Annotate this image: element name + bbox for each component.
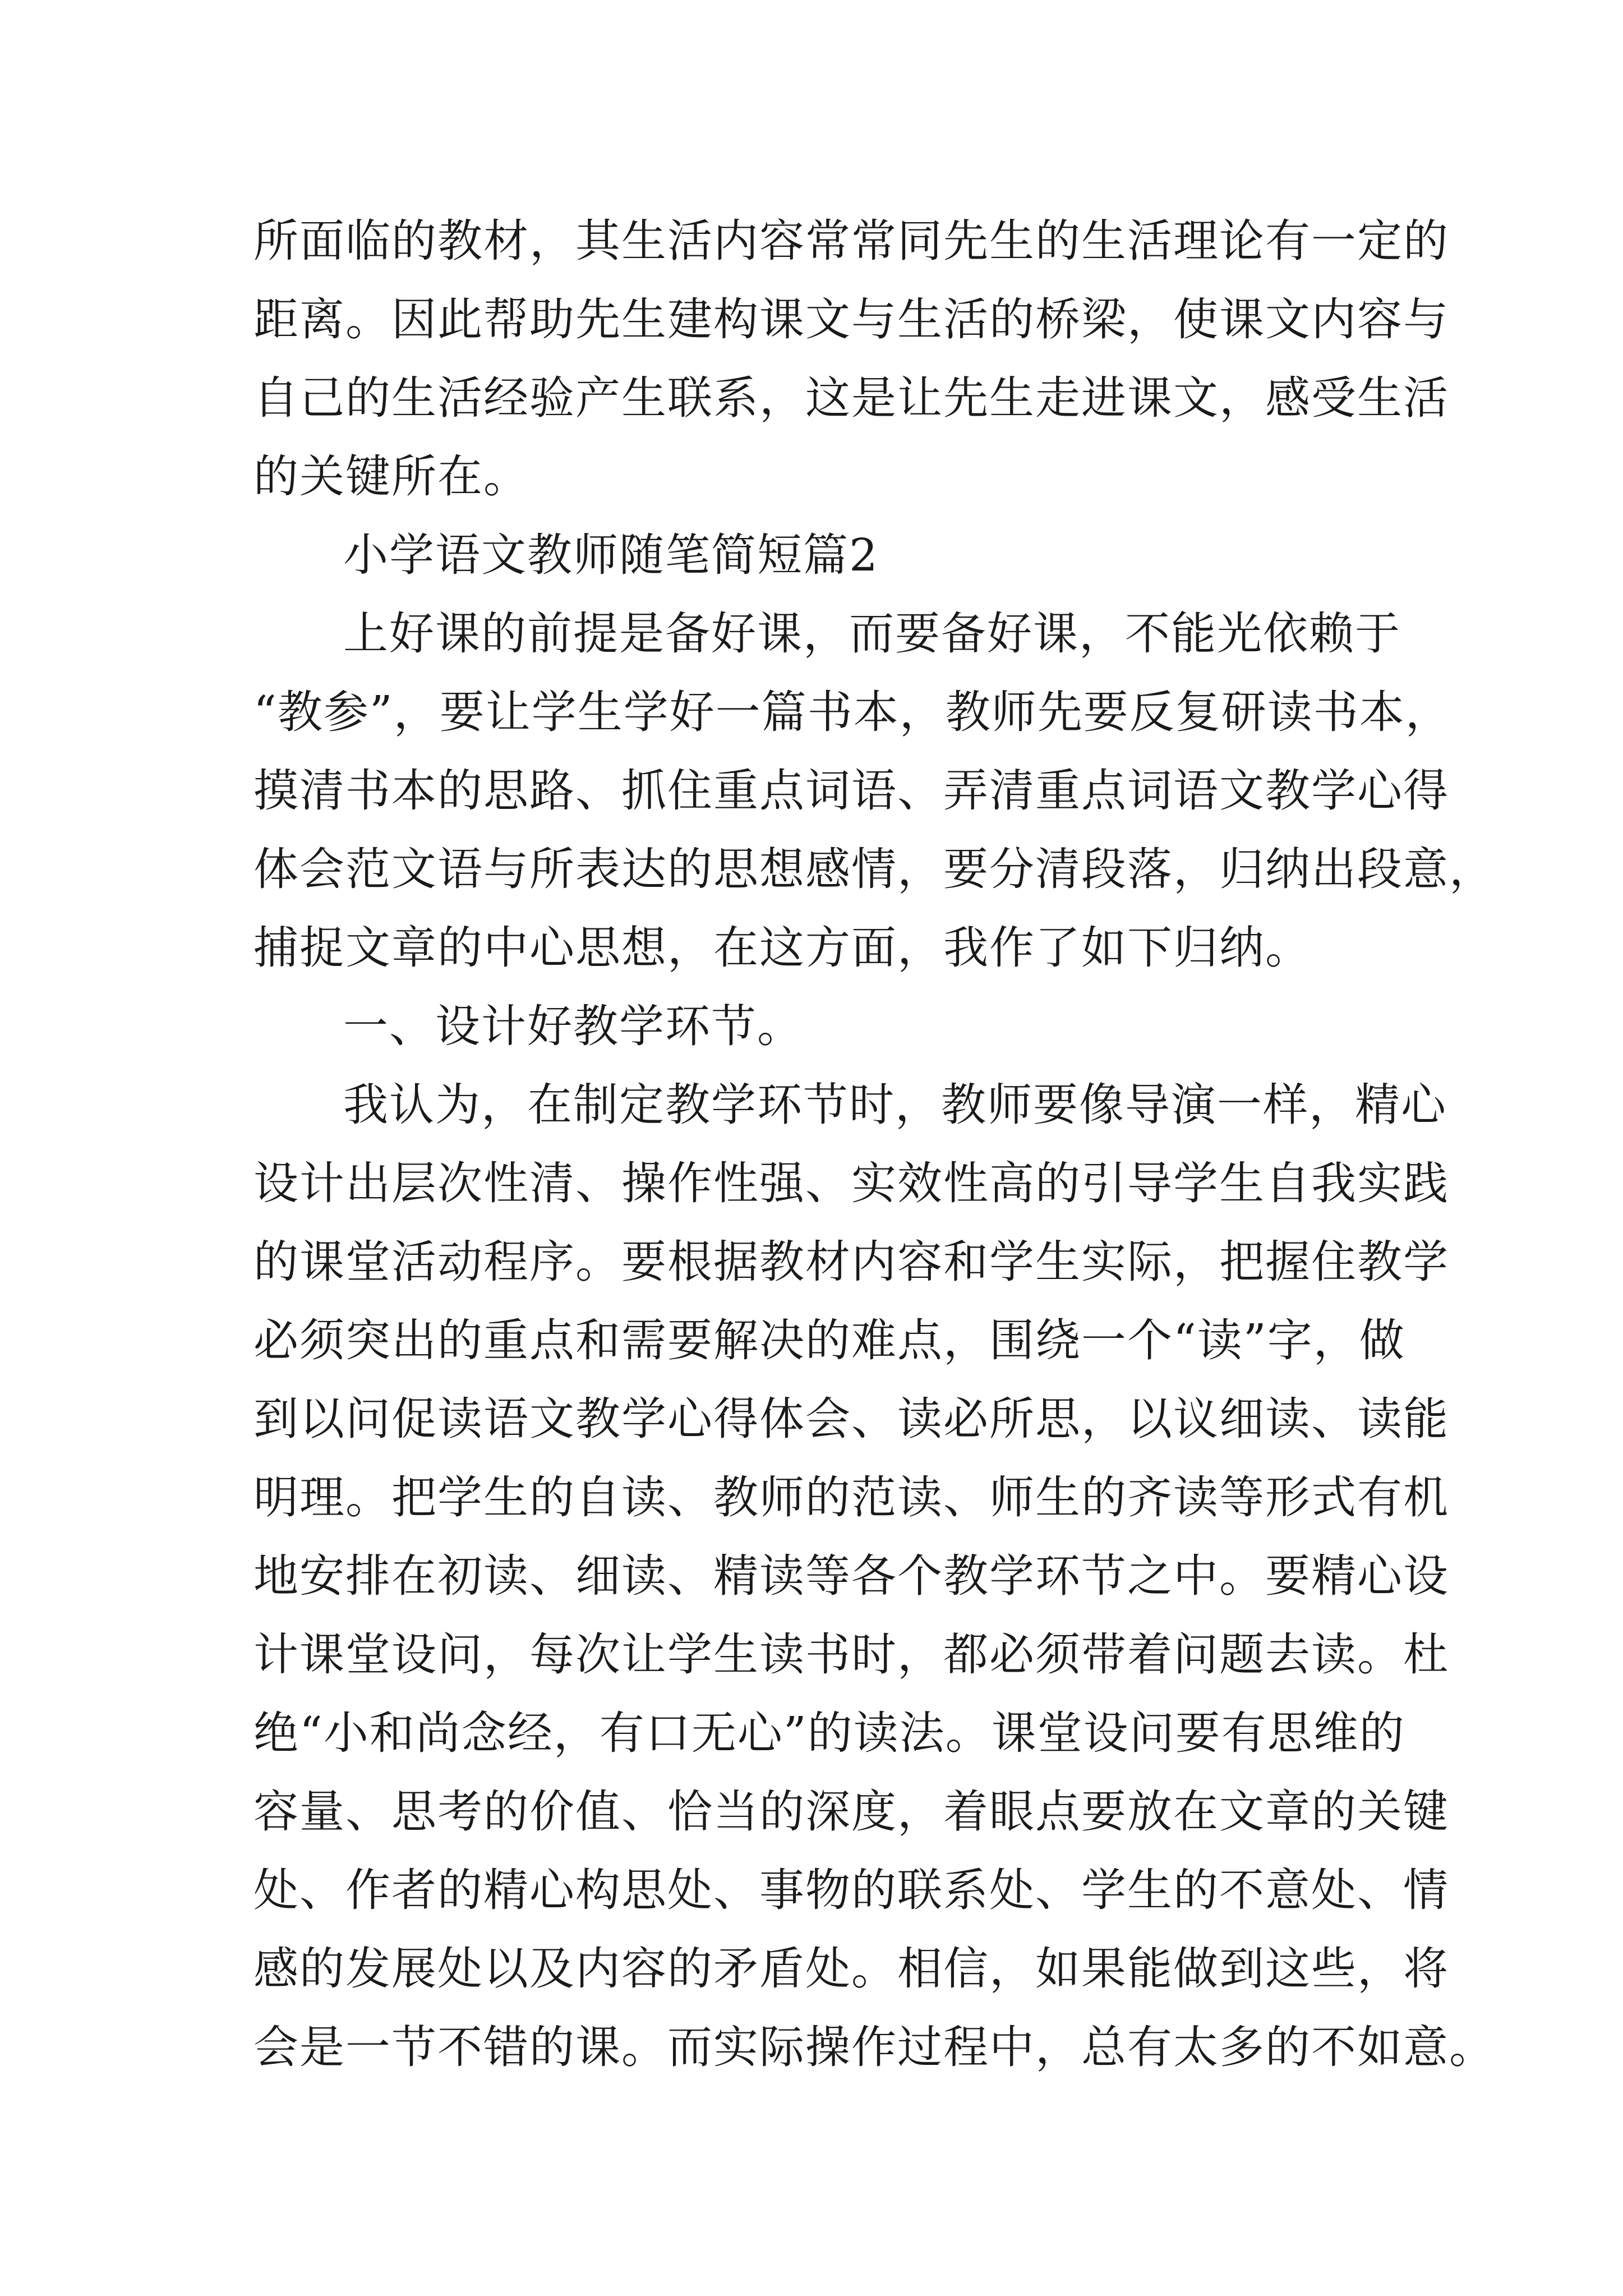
- text-line: 上好课的前提是备好课，而要备好课，不能光依赖于: [343, 608, 1401, 660]
- text-line: 会是一节不错的课。而实际操作过程中，总有太多的不如意。: [253, 2021, 1495, 2073]
- text-line: 距离。因此帮助先生建构课文与生活的桥梁，使课文内容与: [253, 293, 1449, 346]
- text-line: 感的发展处以及内容的矛盾处。相信，如果能做到这些，将: [253, 1943, 1449, 1995]
- text-line: 体会范文语与所表达的思想感情，要分清段落，归纳出段意，: [253, 843, 1495, 895]
- text-line: 容量、思考的价值、恰当的深度，着眼点要放在文章的关键: [253, 1786, 1449, 1838]
- text-line: 自己的生活经验产生联系，这是让先生走进课文，感受生活: [253, 372, 1449, 424]
- text-line: 我认为，在制定教学环节时，教师要像导演一样，精心: [343, 1079, 1447, 1131]
- text-line: 设计出层次性清、操作性强、实效性高的引导学生自我实践: [253, 1157, 1449, 1209]
- section-heading: 小学语文教师随笔简短篇2: [343, 529, 879, 581]
- text-line: 捕捉文章的中心思想，在这方面，我作了如下归纳。: [253, 922, 1311, 974]
- text-line: 必须突出的重点和需要解决的难点，围绕一个“读”字，做: [253, 1314, 1405, 1366]
- text-line: 摸清书本的思路、抓住重点词语、弄清重点词语文教学心得: [253, 765, 1449, 817]
- text-line: 到以问促读语文教学心得体会、读必所思，以议细读、读能: [253, 1393, 1449, 1445]
- text-line: 所面临的教材，其生活内容常常同先生的生活理论有一定的: [253, 215, 1449, 267]
- text-line: 明理。把学生的自读、教师的范读、师生的齐读等形式有机: [253, 1471, 1449, 1524]
- document-body: [253, 202, 1495, 2087]
- text-line: “教参”，要让学生学好一篇书本，教师先要反复研读书本，: [253, 686, 1451, 738]
- text-line: 的课堂活动程序。要根据教材内容和学生实际，把握住教学: [253, 1236, 1449, 1288]
- text-line: 处、作者的精心构思处、事物的联系处、学生的不意处、情: [253, 1864, 1449, 1916]
- text-line: 的关键所在。: [253, 450, 529, 503]
- text-line: 计课堂设问，每次让学生读书时，都必须带着问题去读。杜: [253, 1628, 1449, 1681]
- text-line: 地安排在初读、细读、精读等各个教学环节之中。要精心设: [253, 1550, 1449, 1602]
- text-line: 绝“小和尚念经，有口无心”的读法。课堂设问要有思维的: [253, 1707, 1405, 1759]
- subsection-heading: 一、设计好教学环节。: [343, 1000, 803, 1052]
